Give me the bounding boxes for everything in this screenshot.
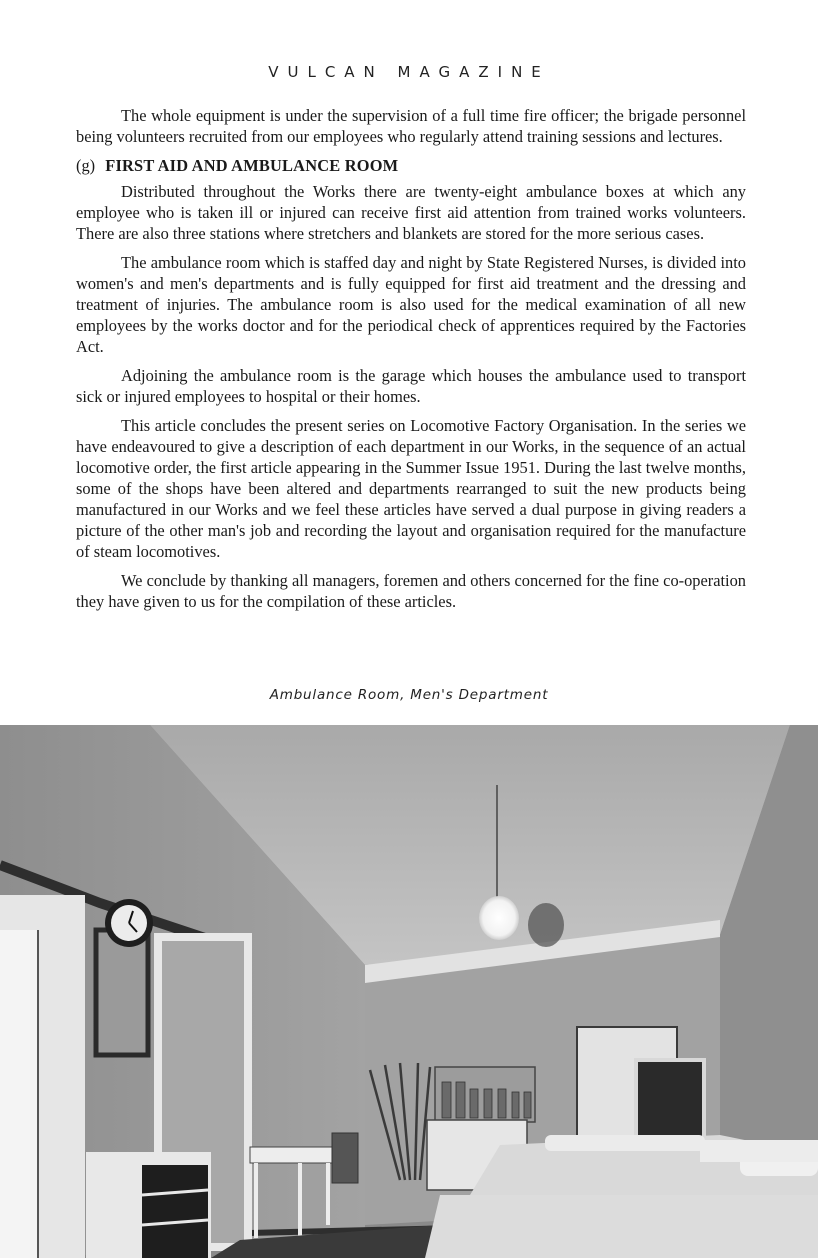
figure-caption: Ambulance Room, Men's Department	[269, 687, 549, 703]
ambulance-room-photo	[0, 725, 818, 1258]
paragraph-ambulance-boxes: Distributed throughout the Works there are twenty-eight ambulance boxes at which any employee who is taken ill or injured can receive first aid attention from trained works volunteers. There are also three stations where stretchers and blankets are stored for the more serious cases.	[76, 182, 746, 243]
steriliser	[332, 1133, 358, 1183]
paragraph-garage: Adjoining the ambulance room is the garage which houses the ambulance used to transport sick or injured employees to hospital or their homes.	[76, 366, 746, 406]
intro-paragraph: The whole equipment is under the supervision of a full time fire officer; the brigade personnel being volunteers recruited from our employees who regularly attend training sessions and lectures.	[76, 106, 746, 146]
running-head: VULCAN MAGAZINE	[268, 63, 550, 81]
article-body	[76, 105, 746, 620]
section-heading	[76, 155, 746, 176]
section-marker: (g)	[76, 156, 96, 175]
paragraph-thanks: We conclude by thanking all managers, foremen and others concerned for the fine co-operation they have given to us for the compilation of these articles.	[76, 571, 746, 611]
photo-illustration	[0, 725, 818, 1258]
wall-mirror	[96, 930, 148, 1055]
paragraph-ambulance-room: The ambulance room which is staffed day and night by State Registered Nurses, is divided into women's and men's departments and is fully equipped for first aid treatment and the dressing and treatment of injuries. The ambulance room is also used for the medical examination of all new employees by the works doctor and for the periodical check of apprentices required by the Factories Act.	[76, 253, 746, 356]
couch-pillow	[545, 1135, 705, 1151]
dressing-table	[250, 1147, 335, 1163]
examination-couch-front	[425, 1195, 818, 1258]
section-title: FIRST AID AND AMBULANCE ROOM	[105, 156, 399, 175]
pendant-lamp	[479, 896, 519, 940]
lamp-shadow	[528, 903, 564, 947]
paragraph-series-conclusion: This article concludes the present series on Locomotive Factory Organisation. In the series we have endeavoured to give a description of each department in our Works, in the sequence of an actual locomotive order, the first article appearing in the Summer Issue 1951. During the last twelve months, some of the shops have been altered and departments rearranged to suit the new products being manufactured in our Works and we feel these articles have served a dual purpose in giving readers a picture of the other man's job and recording the layout and organisation required for the manufacture of steam locomotives.	[76, 416, 746, 561]
